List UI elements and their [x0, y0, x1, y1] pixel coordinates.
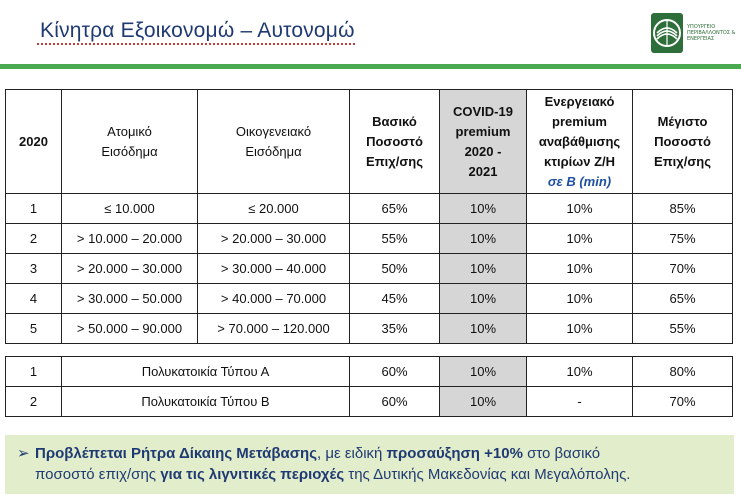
base-rate: 50%	[350, 254, 440, 284]
note-part-7: της Δυτικής Μακεδονίας και Μεγαλόπολης.	[344, 466, 631, 483]
note-part-6: για τις λιγνιτικές περιοχές	[160, 466, 345, 483]
row-number: 2	[6, 224, 62, 254]
covid-premium: 10%	[440, 357, 527, 387]
family-income: > 70.000 – 120.000	[198, 314, 350, 344]
leaf-globe-icon	[651, 13, 683, 53]
building-type: Πολυκατοικία Τύπου Α	[62, 357, 350, 387]
spacer-cell	[6, 344, 733, 357]
covid-premium: 10%	[440, 314, 527, 344]
family-income: > 40.000 – 70.000	[198, 284, 350, 314]
max-rate: 70%	[633, 254, 733, 284]
row-number: 4	[6, 284, 62, 314]
col-max-rate: Μέγιστο Ποσοστό Επιχ/σης	[633, 90, 733, 194]
row-number: 1	[6, 357, 62, 387]
note-part-2: , με ειδική	[317, 445, 387, 462]
max-rate: 85%	[633, 194, 733, 224]
family-income: ≤ 20.000	[198, 194, 350, 224]
base-rate: 55%	[350, 224, 440, 254]
individual-income: > 30.000 – 50.000	[62, 284, 198, 314]
table-row	[6, 194, 733, 224]
covid-premium: 10%	[440, 194, 527, 224]
note-part-5: ποσοστό επιχ/σης	[35, 466, 161, 483]
base-rate: 35%	[350, 314, 440, 344]
col-energy-premium	[527, 90, 633, 194]
arrow-bullet-icon: ➢	[17, 445, 30, 462]
energy-premium: 10%	[527, 254, 633, 284]
table-header-row	[6, 90, 733, 194]
base-rate: 45%	[350, 284, 440, 314]
energy-premium: 10%	[527, 224, 633, 254]
row-number: 2	[6, 387, 62, 417]
energy-premium: -	[527, 387, 633, 417]
table-row	[6, 314, 733, 344]
energy-premium-label: Ενεργειακό premium αναβάθμισης κτιρίων Ζ/Η	[538, 93, 621, 169]
max-rate: 75%	[633, 224, 733, 254]
slide-title: Κίνητρα Εξοικονομώ – Αυτονομώ	[40, 19, 355, 42]
table-row	[6, 254, 733, 284]
row-number: 1	[6, 194, 62, 224]
max-rate: 70%	[633, 387, 733, 417]
individual-income: > 50.000 – 90.000	[62, 314, 198, 344]
row-number: 5	[6, 314, 62, 344]
covid-premium: 10%	[440, 387, 527, 417]
note-box	[5, 435, 734, 494]
individual-income: ≤ 10.000	[62, 194, 198, 224]
energy-premium-sub: σε Β (min)	[547, 173, 612, 189]
base-rate: 60%	[350, 357, 440, 387]
individual-income: > 10.000 – 20.000	[62, 224, 198, 254]
covid-premium: 10%	[440, 254, 527, 284]
covid-premium: 10%	[440, 224, 527, 254]
max-rate: 55%	[633, 314, 733, 344]
note-text	[17, 443, 729, 485]
table-spacer	[6, 344, 733, 357]
table-row	[6, 284, 733, 314]
building-row	[6, 357, 733, 387]
energy-premium: 10%	[527, 284, 633, 314]
year-label: 2020	[6, 90, 62, 194]
building-type: Πολυκατοικία Τύπου Β	[62, 387, 350, 417]
building-row	[6, 387, 733, 417]
ministry-logo	[651, 11, 737, 55]
max-rate: 80%	[633, 357, 733, 387]
energy-premium: 10%	[527, 314, 633, 344]
energy-premium: 10%	[527, 357, 633, 387]
logo-caption: ΥΠΟΥΡΓΕΙΟ ΠΕΡΙΒΑΛΛΟΝΤΟΣ & ΕΝΕΡΓΕΙΑΣ	[687, 24, 736, 42]
covid-premium: 10%	[440, 284, 527, 314]
col-covid-premium: COVID-19 premium 2020 - 2021	[440, 90, 527, 194]
base-rate: 65%	[350, 194, 440, 224]
note-part-3: προσαύξηση +10%	[386, 445, 523, 462]
row-number: 3	[6, 254, 62, 284]
base-rate: 60%	[350, 387, 440, 417]
family-income: > 30.000 – 40.000	[198, 254, 350, 284]
individual-income: > 20.000 – 30.000	[62, 254, 198, 284]
energy-premium: 10%	[527, 194, 633, 224]
col-family-income: Οικογενειακό Εισόδημα	[198, 90, 350, 194]
col-individual-income: Ατομικό Εισόδημα	[62, 90, 198, 194]
max-rate: 65%	[633, 284, 733, 314]
spellcheck-underline	[37, 43, 355, 45]
slide-header	[0, 0, 741, 66]
col-base-rate: Βασικό Ποσοστό Επιχ/σης	[350, 90, 440, 194]
table-row	[6, 224, 733, 254]
subsidy-table	[5, 89, 733, 417]
note-part-4: στο βασικό	[522, 445, 601, 462]
note-part-1: Προβλέπεται Ρήτρα Δίκαιης Μετάβασης	[35, 445, 317, 462]
family-income: > 20.000 – 30.000	[198, 224, 350, 254]
header-accent-bar	[0, 64, 741, 69]
